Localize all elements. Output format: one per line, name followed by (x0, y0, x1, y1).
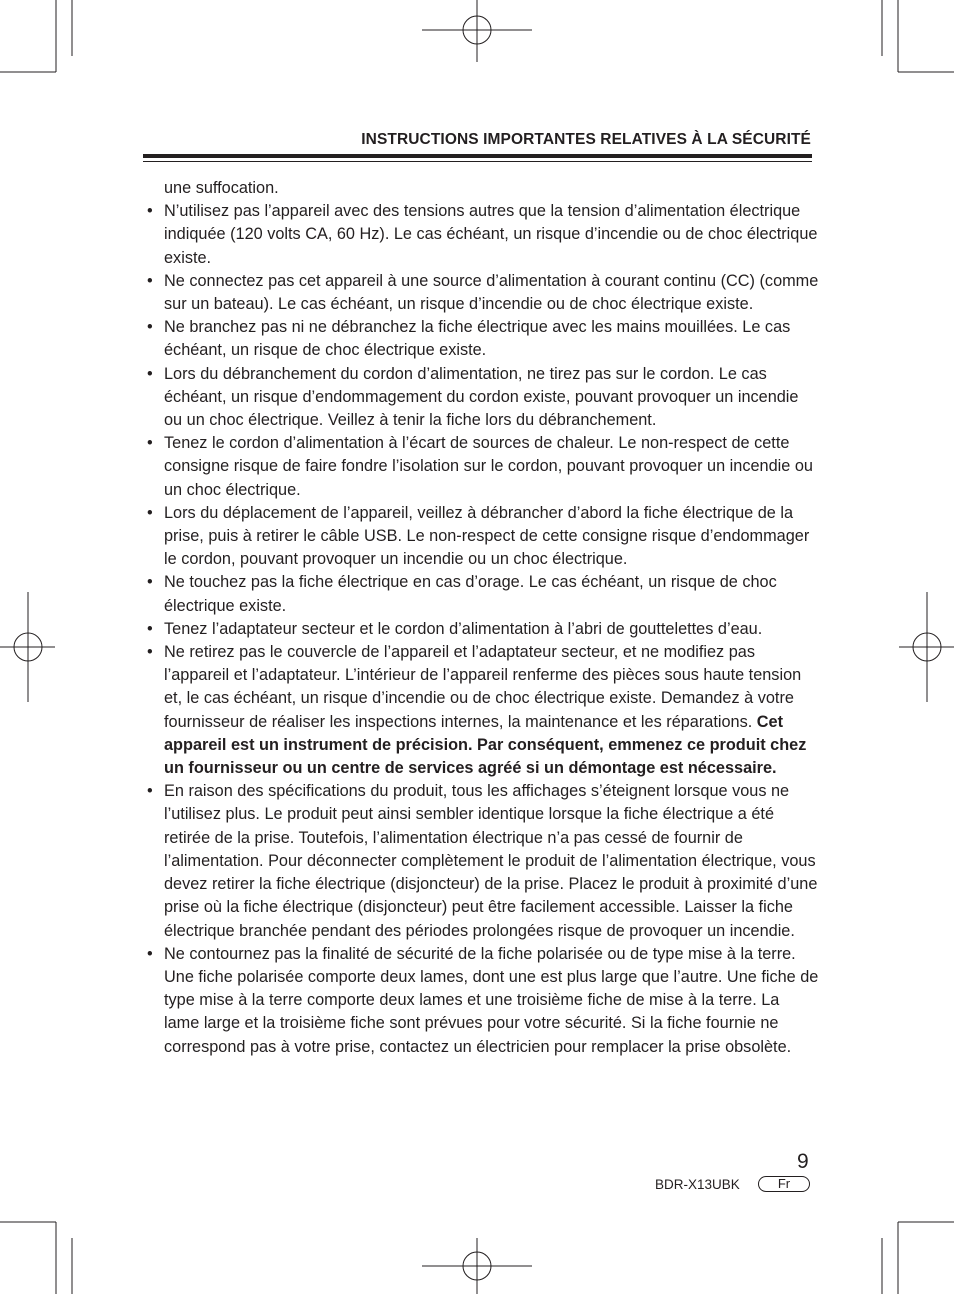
instruction-text: Tenez l’adaptateur secteur et le cordon d’alimentation à l’abri de gouttelettes d’eau. (164, 619, 763, 638)
bullet-icon: • (147, 318, 153, 337)
instruction-text: Lors du déplacement de l’appareil, veillez à débrancher d’abord la fiche électrique de la prise, puis à retirer le câble USB. Le non-respect de cette consigne risque d’endommager le cordon, pouvant provoquer un incendie ou un choc électrique. (164, 503, 810, 569)
instruction-item (143, 316, 819, 362)
instruction-item (143, 618, 819, 641)
bullet-icon: • (147, 573, 153, 592)
bullet-icon: • (147, 782, 153, 801)
header-rule-thin (143, 161, 812, 162)
instruction-item (143, 502, 819, 572)
instruction-text: Lors du débranchement du cordon d’alimentation, ne tirez pas sur le cordon. Le cas échéant, un risque d’endommagement du cordon existe, pouvant provoquer un incendie ou un choc électrique. Veillez à tenir la fiche lors du débranchement. (164, 364, 799, 430)
instruction-emphasis: Cet appareil est un instrument de précision. Par conséquent, emmenez ce produit chez un fournisseur ou un centre de services agréé si un démontage est nécessaire. (164, 712, 807, 778)
instruction-text: Ne contournez pas la finalité de sécurité de la fiche polarisée ou de type mise à la terre. Une fiche polarisée comporte deux lames, dont une est plus large que l’autre. Une fiche de type mise à la terre comporte deux lames et une troisième fiche de mise à la terre. La lame large et la troisième fiche sont prévues pour votre sécurité. Si la fiche fournie ne correspond pas à votre prise, contactez un électricien pour remplacer la prise obsolète. (164, 944, 819, 1056)
instruction-list (143, 200, 819, 1059)
instruction-text: Ne branchez pas ni ne débranchez la fiche électrique avec les mains mouillées. Le cas échéant, un risque de choc électrique existe. (164, 318, 791, 360)
instruction-text: N’utilisez pas l’appareil avec des tensions autres que la tension d’alimentation électrique indiquée (120 volts CA, 60 Hz). Le cas échéant, un risque d’incendie ou de choc électrique existe. (164, 202, 818, 267)
instruction-text: Tenez le cordon d’alimentation à l’écart de sources de chaleur. Le non-respect de cette consigne risque de faire fondre l’isolation sur le cordon, pouvant provoquer un incendie ou un choc électrique. (164, 434, 813, 499)
header-rule-thick (143, 154, 812, 158)
model-number: BDR-X13UBK (655, 1177, 740, 1192)
instruction-item (143, 270, 819, 316)
bullet-icon: • (147, 202, 153, 221)
safety-instructions-body (143, 177, 819, 1059)
bullet-icon: • (147, 643, 153, 662)
continued-text: une suffocation. (164, 179, 279, 197)
bullet-icon: • (147, 503, 153, 522)
page-number: 9 (797, 1150, 809, 1173)
language-badge: Fr (758, 1176, 810, 1192)
instruction-item (143, 363, 819, 433)
instruction-text: Ne retirez pas le couvercle de l’appareil et l’adaptateur secteur, et ne modifiez pas l’appareil et l’adaptateur. L’intérieur de l’appareil renferme des pièces sous haute tension et, le cas échéant, un risque d’incendie ou de choc électrique existe. Demandez à votre fournisseur de réaliser les inspections internes, la maintenance et les réparations. (164, 643, 802, 731)
bullet-icon: • (147, 619, 153, 638)
instruction-item (143, 780, 819, 942)
bullet-icon: • (147, 271, 153, 290)
section-header-title: INSTRUCTIONS IMPORTANTES RELATIVES À LA SÉCURITÉ (361, 131, 811, 148)
instruction-item (143, 200, 819, 270)
instruction-item (143, 432, 819, 502)
instruction-item (143, 571, 819, 617)
bullet-icon: • (147, 364, 153, 383)
instruction-item (143, 641, 819, 780)
instruction-item (143, 943, 819, 1059)
bullet-icon: • (147, 944, 153, 963)
instruction-text: Ne connectez pas cet appareil à une source d’alimentation à courant continu (CC) (comme sur un bateau). Le cas échéant, un risque d’incendie ou de choc électrique existe. (164, 271, 819, 314)
bullet-icon: • (147, 434, 153, 453)
instruction-text: Ne touchez pas la fiche électrique en cas d’orage. Le cas échéant, un risque de choc électrique existe. (164, 573, 777, 615)
instruction-text: En raison des spécifications du produit, tous les affichages s’éteignent lorsque vous ne l’utilisez plus. Le produit peut ainsi sembler identique lorsque la fiche électrique a été retirée de la prise. Toutefois, l’alimentation électrique n’a pas cessé de fournir de l’alimentation. Pour déconnecter complètement le produit de l’alimentation électrique, vous devez retirer la fiche électrique (disjoncteur) de la prise. Placez le produit à proximité d’une prise où la fiche électrique (disjoncteur) peut être facilement accessible. Laisser la fiche électrique branchée pendant des périodes prolongées risque de provoquer un incendie. (164, 782, 818, 940)
